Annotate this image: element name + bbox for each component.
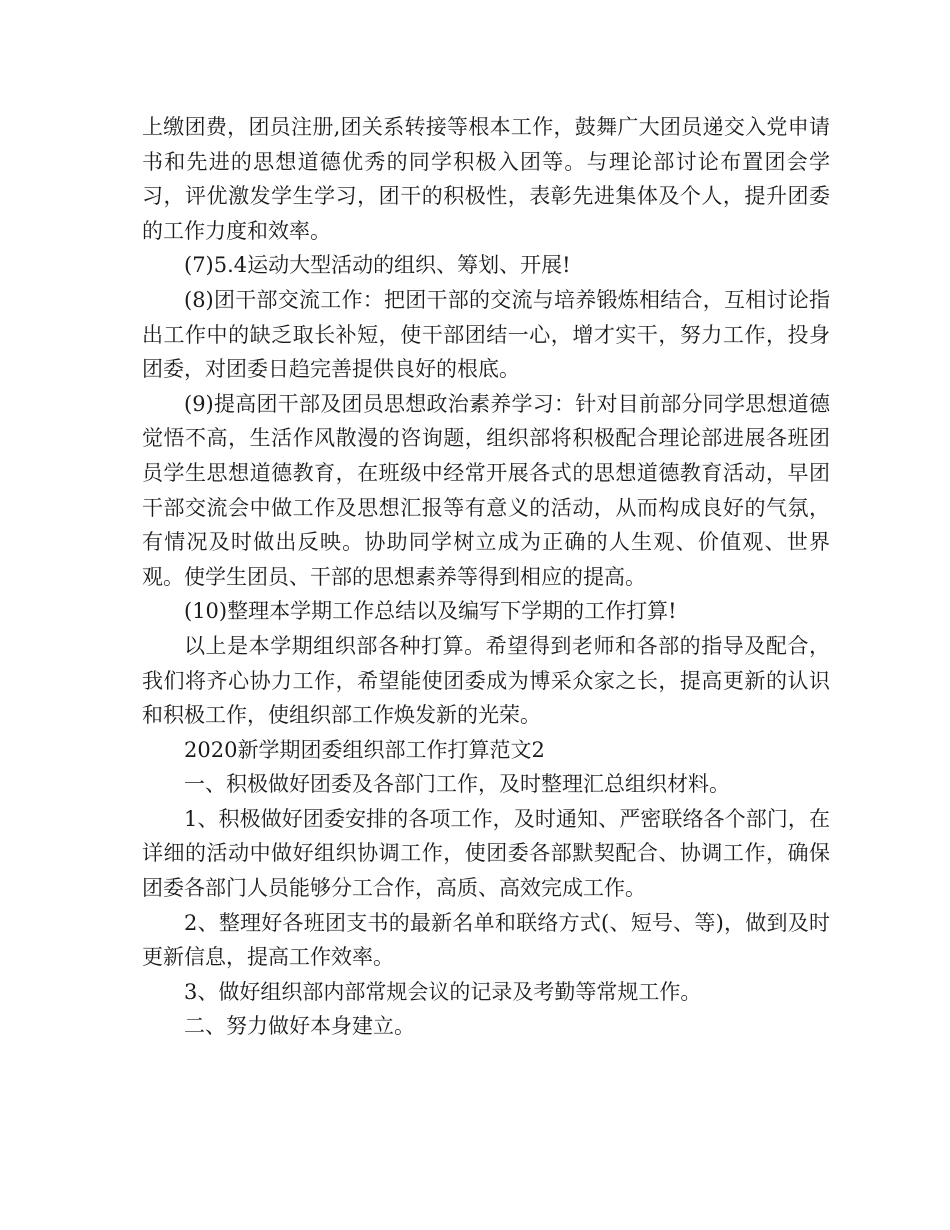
paragraph-4: (9)提高团干部及团员思想政治素养学习：针对目前部分同学思想道德觉悟不高，生活作风散漫的咨询题，组织部将积极配合理论部进展各班团员学生思想道德教育，在班级中经常开展各式的思想道德教育活动，早团干部交流会中做工作及思想汇报等有意义的活动，从而构成良好的气氛，有情况及时做出反映。协助同学树立成为正确的人生观、价值观、世界观。使学生团员、干部的思想素养等得到相应的提高。 xyxy=(142,391,830,589)
heading-1: 一、积极做好团委及各部门工作，及时整理汇总组织材料。 xyxy=(184,772,730,797)
paragraph-2: (7)5.4运动大型活动的组织、筹划、开展! xyxy=(184,253,571,278)
paragraph-5: (10)整理本学期工作总结以及编写下学期的工作打算! xyxy=(184,599,677,624)
heading-2: 二、努力做好本身建立。 xyxy=(184,1014,415,1039)
section-title: 2020新学期团委组织部工作打算范文2 xyxy=(184,737,545,762)
paragraph-6: 以上是本学期组织部各种打算。希望得到老师和各部的指导及配合，我们将齐心协力工作，希望能使团委成为博采众家之长，提高更新的认识和积极工作，使组织部工作焕发新的光荣。 xyxy=(142,633,830,728)
paragraph-3: (8)团干部交流工作：把团干部的交流与培养锻炼相结合，互相讨论指出工作中的缺乏取长补短，使干部团结一心，增才实干，努力工作，投身团委，对团委日趋完善提供良好的根底。 xyxy=(142,287,830,382)
paragraph-9: 3、做好组织部内部常规会议的记录及考勤等常规工作。 xyxy=(184,979,702,1004)
paragraph-1: 上缴团费，团员注册,团关系转接等根本工作，鼓舞广大团员递交入党申请书和先进的思想道德优秀的同学积极入团等。与理论部讨论布置团会学习，评优激发学生学习，团干的积极性，表彰先进集体及个人，提升团委的工作力度和效率。 xyxy=(142,115,830,243)
paragraph-7: 1、积极做好团委安排的各项工作，及时通知、严密联络各个部门，在详细的活动中做好组织协调工作，使团委各部默契配合、协调工作，确保团委各部门人员能够分工合作，高质、高效完成工作。 xyxy=(142,806,830,901)
paragraph-8: 2、整理好各班团支书的最新名单和联络方式(、短号、等)，做到及时更新信息，提高工作效率。 xyxy=(142,910,830,970)
document-body xyxy=(142,110,830,1044)
